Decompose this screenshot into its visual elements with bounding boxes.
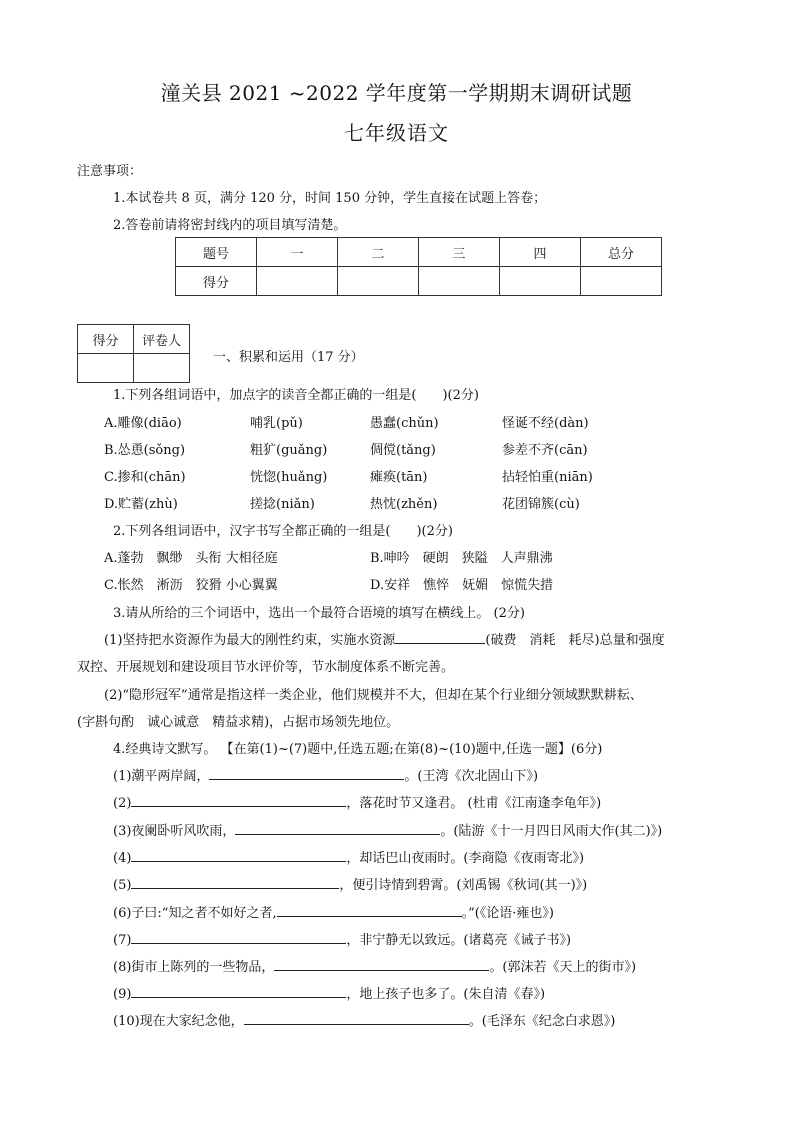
question-text: (5) <box>113 878 132 893</box>
option-text: 瘫痪(tān) <box>370 470 428 485</box>
table-header-cell: 二 <box>338 238 419 267</box>
option-text: 愚蠢(chǔn) <box>370 416 439 431</box>
question-text: (8)街市上陈列的一些物品， <box>113 960 275 975</box>
option-text: B.呻吟 硬朗 狭隘 人声鼎沸 <box>370 551 553 566</box>
option-text: 倜傥(tǎng) <box>370 443 436 458</box>
answer-blank[interactable] <box>131 847 346 862</box>
score-cell[interactable] <box>338 267 419 296</box>
recitation-line <box>113 1010 615 1029</box>
question-text: ，非宁静无以致远。(诸葛亮《诫子书》) <box>346 933 572 948</box>
question-3-part-1 <box>104 629 665 648</box>
option-text: 花团锦簇(cù) <box>502 497 580 512</box>
option-text: A.蓬勃 飘缈 头衔 大相径庭 <box>104 551 278 566</box>
table-header-cell: 四 <box>500 238 581 267</box>
question-text: ，落花时节又逢君。 (杜甫《江南逢李龟年》) <box>346 796 602 811</box>
table-header-cell: 总分 <box>581 238 662 267</box>
exam-title: 潼关县 2021 ~2022 学年度第一学期期末调研试题 <box>160 81 633 105</box>
exam-subtitle: 七年级语文 <box>344 121 449 145</box>
option-text: B.怂恿(sǒng) <box>104 443 186 458</box>
question-text: (9) <box>113 987 132 1002</box>
question-text: (4) <box>113 851 132 866</box>
option-text: 恍惚(huǎng) <box>250 470 328 485</box>
grader-score-label: 得分 <box>78 325 134 354</box>
question-text: 。(王湾《次北固山下》) <box>404 769 539 784</box>
recitation-line <box>113 874 587 893</box>
grader-name-label: 评卷人 <box>134 325 190 354</box>
table-row-label: 得分 <box>176 267 257 296</box>
question-text: (破费 消耗 耗尽)总量和强度 <box>485 633 665 648</box>
score-cell[interactable] <box>419 267 500 296</box>
question-text: (7) <box>113 933 132 948</box>
option-text: C.怅然 淅沥 狡猾 小心翼翼 <box>104 578 278 593</box>
option-text: 粗犷(guǎng) <box>250 443 328 458</box>
question-4-stem: 4.经典诗文默写。 【在第(1)~(7)题中,任选五题;在第(8)~(10)题中,任选一题】(6分) <box>113 742 603 757</box>
question-text: ，便引诗情到碧霄。(刘禹锡《秋词(其一)》) <box>339 878 588 893</box>
option-text: D.安祥 憔悴 妩媚 惊慌失措 <box>370 578 554 593</box>
recitation-line <box>113 792 601 811</box>
grader-table <box>77 324 190 383</box>
question-text: (2) <box>113 796 132 811</box>
table-row <box>176 267 662 296</box>
option-text: 热忱(zhěn) <box>370 497 438 512</box>
answer-blank[interactable] <box>131 792 346 807</box>
recitation-line <box>113 820 662 839</box>
recitation-line <box>113 902 554 921</box>
question-text: 。(郭沫若《天上的街市》) <box>489 960 637 975</box>
score-cell[interactable] <box>500 267 581 296</box>
answer-blank[interactable] <box>209 765 404 780</box>
notice-heading: 注意事项： <box>77 164 143 179</box>
option-text: A.雕像(diāo) <box>104 416 182 431</box>
question-text: 。(毛泽东《纪念白求恩》) <box>468 1014 616 1029</box>
recitation-line <box>113 929 571 948</box>
question-text: 双控、开展规划和建设项目节水评价等，节水制度体系不断完善。 <box>77 660 455 675</box>
score-cell[interactable] <box>581 267 662 296</box>
table-row <box>78 325 190 354</box>
question-text: (6)子曰:“知之者不如好之者, <box>113 906 277 921</box>
answer-blank[interactable] <box>131 874 339 889</box>
question-text: 。”(《论语·雍也》) <box>461 906 555 921</box>
answer-blank[interactable] <box>395 629 485 644</box>
recitation-line <box>113 765 538 784</box>
score-cell[interactable] <box>257 267 338 296</box>
question-1-stem: 1.下列各组词语中，加点字的读音全都正确的一组是( )(2分) <box>113 388 479 403</box>
answer-blank[interactable] <box>277 902 462 917</box>
option-text: 哺乳(pǔ) <box>250 416 303 431</box>
question-text: (10)现在大家纪念他， <box>113 1014 244 1029</box>
answer-blank[interactable] <box>131 983 346 998</box>
option-text: 搓捻(niǎn) <box>250 497 315 512</box>
section-heading: 一、积累和运用（17 分） <box>213 350 364 365</box>
question-text: ，却话巴山夜雨时。(李商隐《夜雨寄北》) <box>346 851 585 866</box>
table-row <box>176 238 662 267</box>
question-text: ，地上孩子也多了。(朱自清《春》) <box>346 987 546 1002</box>
recitation-line <box>113 847 584 866</box>
table-header-cell: 一 <box>257 238 338 267</box>
question-text: 。(陆游《十一月四日风雨大作(其二)》) <box>440 824 663 839</box>
notice-item: 1.本试卷共 8 页，满分 120 分，时间 150 分钟，学生直接在试题上答卷； <box>113 191 547 206</box>
recitation-line <box>113 983 545 1002</box>
question-text: (3)夜阑卧听风吹雨， <box>113 824 236 839</box>
option-text: 拈轻怕重(niān) <box>502 470 593 485</box>
question-text: (1)坚持把水资源作为最大的刚性约束，实施水资源 <box>104 633 396 648</box>
recitation-line <box>113 956 636 975</box>
grader-score-cell[interactable] <box>78 354 134 383</box>
answer-blank[interactable] <box>274 956 489 971</box>
table-row <box>78 354 190 383</box>
option-text: C.掺和(chān) <box>104 470 186 485</box>
answer-blank[interactable] <box>244 1010 469 1025</box>
question-text: (字斟句酌 诚心诚意 精益求精)，占据市场领先地位。 <box>77 715 400 730</box>
question-3-stem: 3.请从所给的三个词语中，选出一个最符合语境的填写在横线上。 (2分) <box>113 606 525 621</box>
notice-item: 2.答卷前请将密封线内的项目填写清楚。 <box>113 218 347 233</box>
grader-name-cell[interactable] <box>134 354 190 383</box>
table-header-cell: 题号 <box>176 238 257 267</box>
option-text: D.贮蓄(zhù) <box>104 497 178 512</box>
option-text: 怪诞不经(dàn) <box>502 416 589 431</box>
table-header-cell: 三 <box>419 238 500 267</box>
question-text: (1)潮平两岸阔， <box>113 769 210 784</box>
answer-blank[interactable] <box>235 820 440 835</box>
answer-blank[interactable] <box>131 929 346 944</box>
question-text: (2)“隐形冠军”通常是指这样一类企业，他们规模并不大，但却在某个行业细分领域默默耕耘、 <box>104 688 643 703</box>
score-table <box>175 237 662 296</box>
option-text: 参差不齐(cān) <box>502 443 588 458</box>
question-2-stem: 2.下列各组词语中，汉字书写全都正确的一组是( )(2分) <box>113 524 453 539</box>
